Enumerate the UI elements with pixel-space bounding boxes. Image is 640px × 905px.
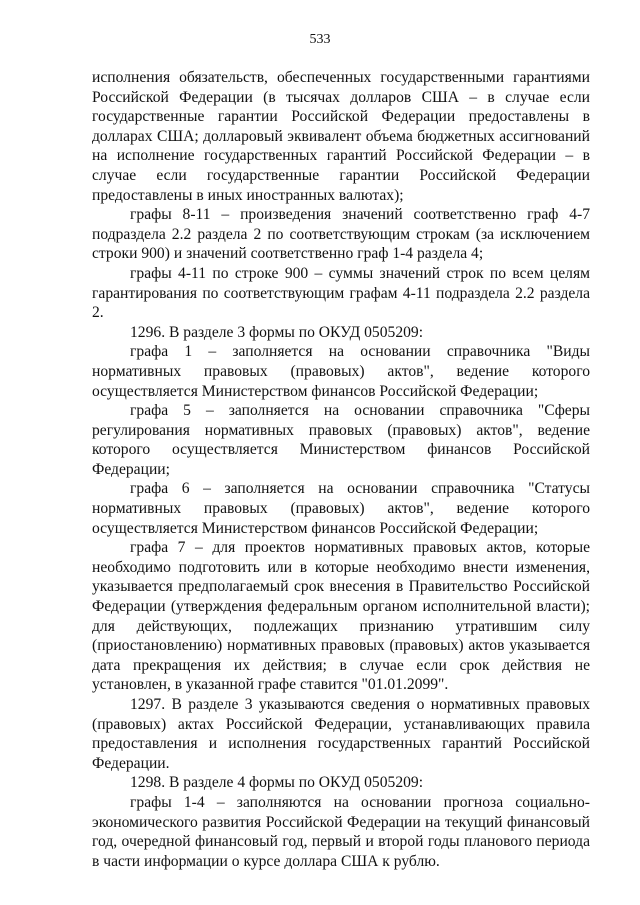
paragraph-item-1296: 1296. В разделе 3 формы по ОКУД 0505209: (130, 323, 424, 341)
paragraph-columns-8-11: графы 8-11 – произведения значений соответственно граф 4-7 подраздела 2.2 раздела 2 по соответствующим строкам (за исключением строки 900) и значений соответственно граф 1-4 раздела 4; (92, 206, 590, 263)
paragraph-item-1297: 1297. В разделе 3 указываются сведения о нормативных правовых (правовых) актах Российской Федерации, устанавливающих правила предоставления и исполнения государственных гарантий Российской Федерации. (92, 696, 590, 772)
paragraph-column-1: графа 1 – заполняется на основании справочника "Виды нормативных правовых (правовых) актов", ведение которого осуществляется Министерством финансов Российской Федерации; (92, 343, 590, 400)
paragraph-columns-1-4: графы 1-4 – заполняются на основании прогноза социально-экономического развития Российской Федерации на текущий финансовый год, очередной финансовый год, первый и второй годы планового периода в части информации о курсе доллара США к рублю. (92, 793, 590, 870)
paragraph-column-5: графа 5 – заполняется на основании справочника "Сферы регулирования нормативных правовых (правовых) актов", ведение которого осуществляется Министерством финансов Российской Федерации; (92, 402, 590, 478)
paragraph-column-7: графа 7 – для проектов нормативных правовых актов, которые необходимо подготовить или в которые необходимо внести изменения, указывается предполагаемый срок внесения в Правительство Российской Федерации (утверждения федеральным органом исполнительной власти); для действующих, подлежащих признанию утратившим силу (приостановлению) нормативных правовых (правовых) актов указывается дата прекращения их действия; в случае если срок действия не установлен, в указанной графе ставится "01.01.2099". (92, 539, 590, 694)
paragraph-continuation: исполнения обязательств, обеспеченных государственными гарантиями Российской Федерации (в тысячах долларов США – в случае если государственные гарантии Российской Федерации предоставлены в долларах США; долларовый эквивалент объема бюджетных ассигнований на исполнение государственных гарантий Российской Федерации – в случае если государственные гарантии Российской Федерации предоставлены в иных иностранных валютах); (92, 69, 590, 204)
paragraph-column-6: графа 6 – заполняется на основании справочника "Статусы нормативных правовых (правовых) актов", ведение которого осуществляется Министерством финансов Российской Федерации; (92, 480, 590, 537)
page-number: 533 (309, 32, 331, 47)
document-body (92, 68, 590, 871)
paragraph-item-1298: 1298. В разделе 4 формы по ОКУД 0505209: (130, 774, 424, 792)
paragraph-columns-4-11-row-900: графы 4-11 по строке 900 – суммы значений строк по всем целям гарантирования по соответствующим графам 4-11 подраздела 2.2 раздела 2. (92, 264, 590, 322)
